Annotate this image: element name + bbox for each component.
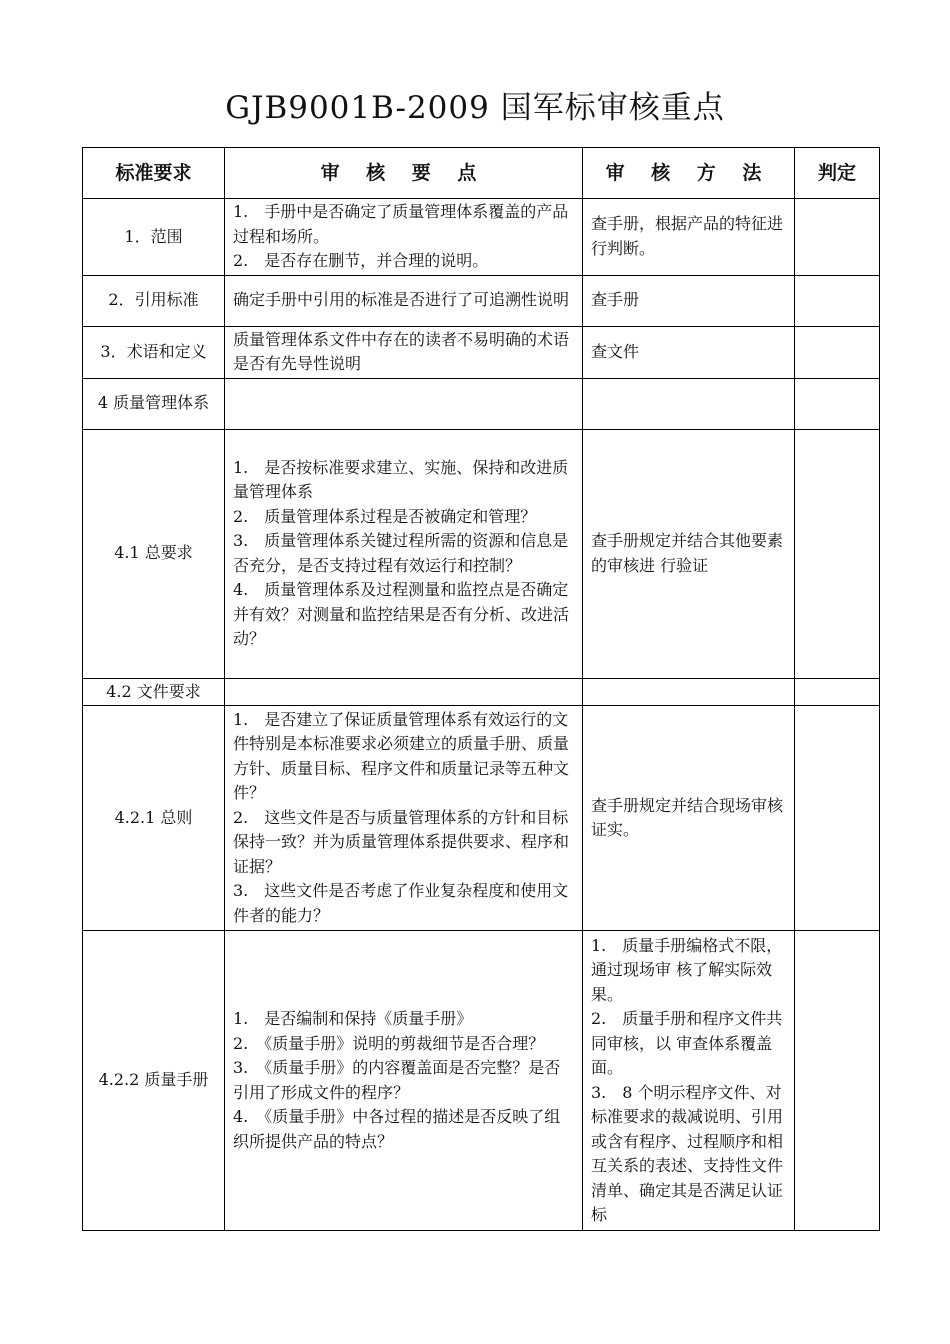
cell-standard: 2．引用标准 <box>83 275 225 326</box>
audit-point-text: 3. 质量管理体系关键过程所需的资源和信息是否充分，是否支持过程有效运行和控制？ <box>233 531 569 575</box>
audit-point-text: 1. 是否按标准要求建立、实施、保持和改进质量管理体系 <box>233 457 569 501</box>
cell-verdict <box>795 326 880 378</box>
cell-audit-points <box>225 326 583 378</box>
table-row <box>83 429 880 678</box>
audit-point-text: 2. 是否存在删节，并合理的说明。 <box>233 251 489 270</box>
table-row <box>83 931 880 1231</box>
table-row <box>83 199 880 276</box>
cell-audit-method <box>583 429 795 678</box>
audit-method-text: 2. 质量手册和程序文件共同审核，以 审查体系覆盖面。 <box>591 1009 783 1077</box>
page-title: GJB9001B-2009 国军标审核重点 <box>225 90 725 126</box>
cell-audit-points <box>225 706 583 931</box>
cell-standard: 1．范围 <box>83 199 225 276</box>
cell-audit-method <box>583 199 795 276</box>
cell-standard: 3．术语和定义 <box>83 326 225 378</box>
table-row <box>83 378 880 429</box>
audit-point-text: 3. 这些文件是否考虑了作业复杂程度和使用文件者的能力？ <box>233 881 569 925</box>
audit-method-text: 3. 8 个明示程序文件、对标准要求的裁减说明、引用或含有程序、过程顺序和相互关系的表述、支持性文件清单、确定其是否满足认证标 <box>591 1082 784 1224</box>
header-audit-points: 审 核 要 点 <box>225 148 583 199</box>
audit-point-text: 1. 是否建立了保证质量管理体系有效运行的文件特别是本标准要求必须建立的质量手册、质量方针、质量目标、程序文件和质量记录等五种文件？ <box>233 709 570 803</box>
cell-audit-points <box>225 275 583 326</box>
audit-point-text: 4. 《质量手册》中各过程的描述是否反映了组织所提供产品的特点？ <box>233 1107 561 1151</box>
cell-standard: 4.2.1 总则 <box>83 706 225 931</box>
cell-verdict <box>795 429 880 678</box>
audit-method-text: 查手册，根据产品的特征进行判断。 <box>591 214 784 258</box>
cell-standard: 4.2.2 质量手册 <box>83 931 225 1231</box>
cell-audit-method <box>583 326 795 378</box>
cell-audit-points <box>225 678 583 706</box>
cell-audit-points <box>225 429 583 678</box>
header-standard: 标准要求 <box>83 148 225 199</box>
audit-table <box>82 147 880 1231</box>
cell-audit-method <box>583 378 795 429</box>
header-verdict: 判定 <box>795 148 880 199</box>
cell-verdict <box>795 199 880 276</box>
audit-point-text: 1. 手册中是否确定了质量管理体系覆盖的产品过程和场所。 <box>233 202 569 246</box>
cell-verdict <box>795 275 880 326</box>
table-header-row <box>83 148 880 199</box>
cell-audit-method <box>583 275 795 326</box>
audit-method-text: 查手册规定并结合现场审核证实。 <box>591 795 784 839</box>
audit-method-text: 查手册规定并结合其他要素的审核进 行验证 <box>591 531 784 575</box>
table-row <box>83 326 880 378</box>
cell-audit-points <box>225 931 583 1231</box>
cell-verdict <box>795 678 880 706</box>
cell-audit-points <box>225 199 583 276</box>
cell-standard: 4.1 总要求 <box>83 429 225 678</box>
cell-audit-method <box>583 678 795 706</box>
header-audit-method: 审 核 方 法 <box>583 148 795 199</box>
audit-point-text: 确定手册中引用的标准是否进行了可追溯性说明 <box>233 290 570 310</box>
audit-point-text: 4. 质量管理体系及过程测量和监控点是否确定并有效？对测量和监控结果是否有分析、改进活动？ <box>233 580 570 648</box>
audit-method-text: 1. 质量手册编格式不限，通过现场审 核了解实际效果。 <box>591 935 783 1004</box>
audit-point-text: 2. 这些文件是否与质量管理体系的方针和目标保持一致？并为质量管理体系提供要求、程序和证据？ <box>233 807 570 876</box>
audit-method-text: 查文件 <box>591 341 640 361</box>
audit-point-text: 质量管理体系文件中存在的读者不易明确的术语是否有先导性说明 <box>233 329 570 373</box>
table-row <box>83 275 880 326</box>
cell-standard: 4 质量管理体系 <box>83 378 225 429</box>
cell-verdict <box>795 706 880 931</box>
table-row <box>83 678 880 706</box>
cell-audit-method <box>583 931 795 1231</box>
cell-verdict <box>795 378 880 429</box>
audit-point-text: 2. 《质量手册》说明的剪裁细节是否合理？ <box>233 1033 545 1053</box>
audit-point-text: 1. 是否编制和保持《质量手册》 <box>233 1009 473 1028</box>
cell-verdict <box>795 931 880 1231</box>
cell-standard: 4.2 文件要求 <box>83 678 225 706</box>
cell-audit-method <box>583 706 795 931</box>
audit-point-text: 3. 《质量手册》的内容覆盖面是否完整？是否引用了形成文件的程序？ <box>233 1058 561 1102</box>
cell-audit-points <box>225 378 583 429</box>
audit-point-text: 2. 质量管理体系过程是否被确定和管理？ <box>233 506 537 526</box>
table-row <box>83 706 880 931</box>
audit-method-text: 查手册 <box>591 290 640 310</box>
